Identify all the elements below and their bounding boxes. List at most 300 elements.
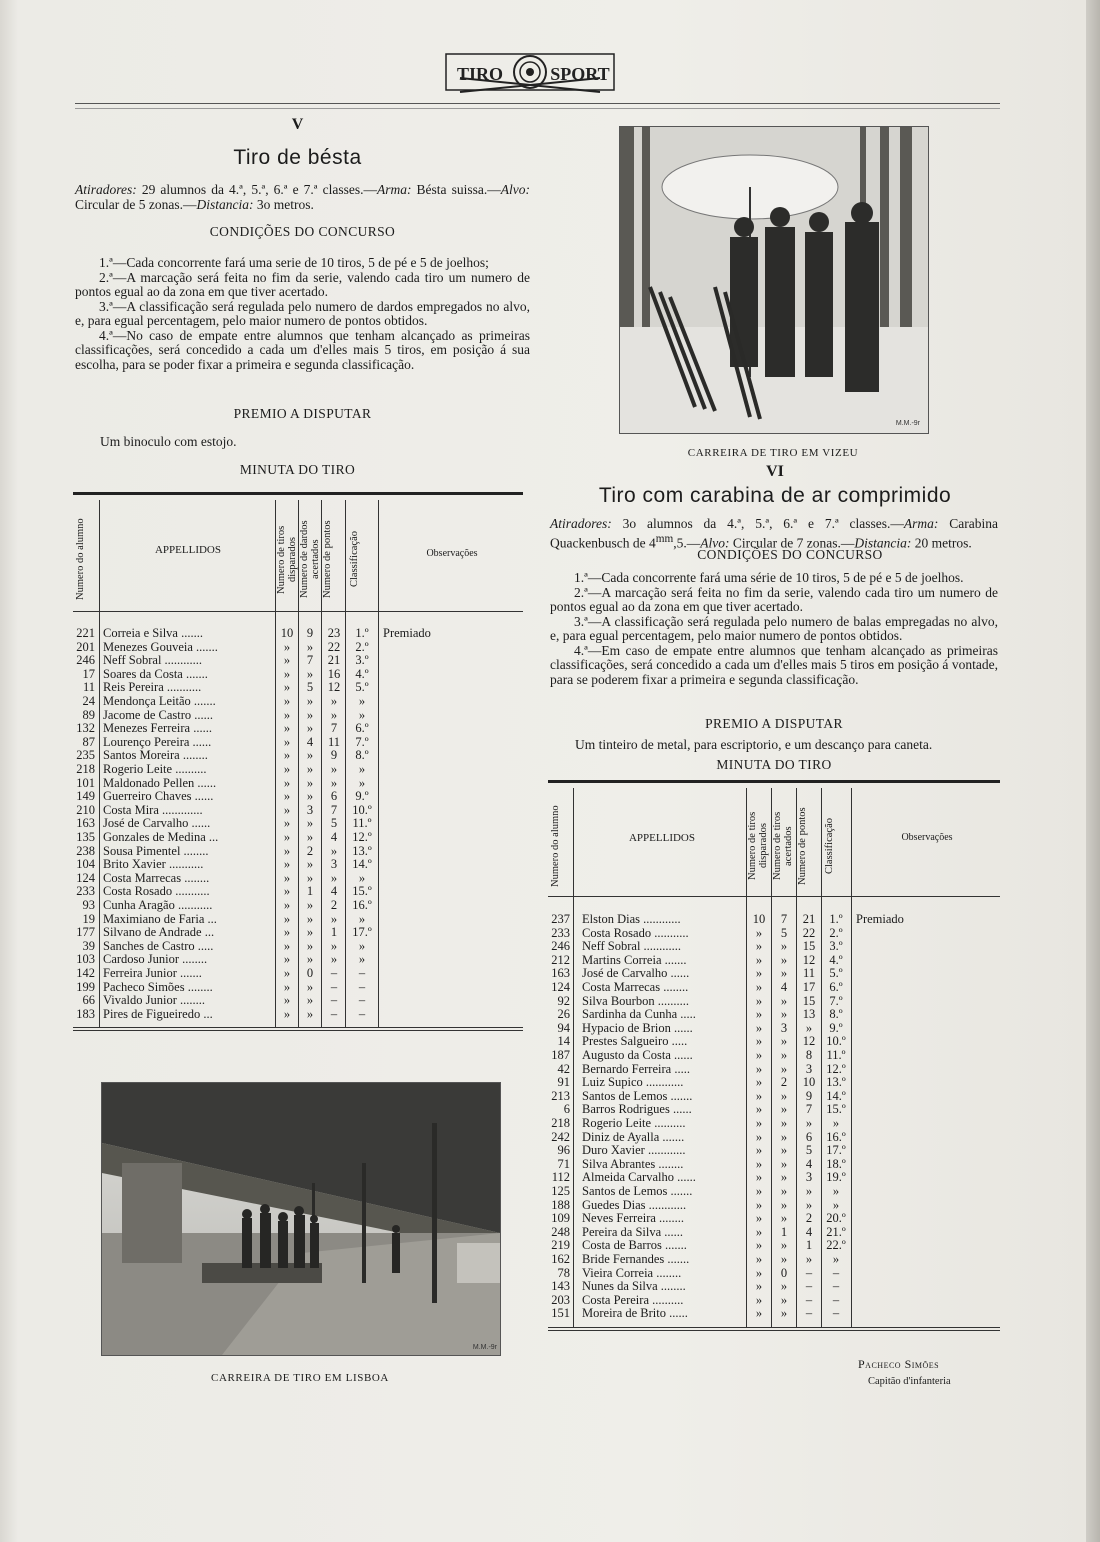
table-row [73, 627, 523, 641]
table-row [73, 913, 523, 927]
cell-value: 11.º [352, 816, 372, 831]
table-row [548, 1008, 1000, 1022]
column-header: Classificação [824, 818, 835, 874]
cell-value: » [306, 870, 314, 885]
photo-lisboa-credit: M.M.-9r [472, 1344, 497, 1351]
condition-2: 2.ª—A marcação será feita no fim da serie, valendo cada tiro um numero de pontos egual ao da zona em que tiver acertado. [550, 584, 998, 614]
table-row [548, 1239, 1000, 1253]
cell-value: – [330, 1006, 338, 1021]
cell-value: » [805, 1252, 813, 1266]
cell-name: Costa Mira ............. [103, 803, 203, 817]
cell-value: 7 [306, 653, 314, 668]
cell-value: – [358, 979, 366, 994]
cell-value: 4 [330, 884, 338, 899]
cell-value: 12.º [826, 1061, 846, 1076]
cell-value: » [780, 993, 788, 1008]
section-v-table [73, 492, 523, 1058]
cell-value: 22 [327, 639, 341, 654]
cell-number: 104 [76, 857, 95, 872]
caption-viseu: CARREIRA DE TIRO EM VIZEU [687, 447, 859, 459]
cell-number: 71 [557, 1156, 570, 1171]
table-row [73, 858, 523, 872]
cell-observation: Premiado [856, 912, 904, 926]
table-top-rule [73, 492, 523, 495]
cell-number: 24 [82, 694, 95, 708]
cell-value: » [755, 1170, 763, 1185]
cell-value: 13.º [826, 1075, 846, 1090]
cell-name: Mendonça Leitão ....... [103, 695, 216, 708]
table-row [548, 1307, 1000, 1321]
cell-value: » [283, 802, 291, 817]
cell-name: Guerreiro Chaves ...... [103, 790, 214, 804]
cell-name: Jacome de Castro ...... [103, 708, 214, 722]
table-row [548, 1212, 1000, 1226]
cell-value: » [755, 1211, 763, 1226]
table-row [73, 1008, 523, 1022]
cell-value: » [755, 1048, 763, 1062]
cell-value: » [780, 1088, 788, 1103]
cell-value: » [306, 898, 314, 912]
table-row [548, 1049, 1000, 1063]
cell-number: 142 [76, 966, 95, 980]
column-header: Numero de tiros disparados [747, 811, 769, 881]
cell-name: José de Carvalho ...... [582, 967, 690, 981]
cell-value: » [780, 966, 788, 981]
cell-value: 17 [802, 980, 816, 994]
cell-name: Bride Fernandes ....... [582, 1253, 690, 1266]
cell-value: 15.º [826, 1102, 846, 1117]
section-v-conditions [75, 256, 530, 372]
section-vi-number: VI [766, 463, 784, 480]
table-row [548, 1158, 1000, 1172]
section-v-prize: Um binoculo com estojo. [100, 434, 237, 449]
cell-value: 3 [330, 857, 338, 872]
table-row [548, 1144, 1000, 1158]
cell-value: » [755, 1306, 763, 1321]
cell-value: 18.º [826, 1156, 846, 1171]
cell-value: » [358, 707, 366, 722]
cell-number: 238 [76, 843, 95, 858]
cell-value: 13.º [352, 843, 372, 858]
table-row [548, 1117, 1000, 1131]
condition-3: 3.ª—A classificação será regulada pelo numero de balas empregadas no alvo, e, para egual percentagem, pelo maior numero de pontos obtidos. [550, 613, 998, 643]
cell-value: 21 [327, 653, 341, 668]
cell-name: Hypacio de Brion ...... [582, 1021, 693, 1035]
table-row [548, 1280, 1000, 1294]
cell-value: 3 [780, 1020, 788, 1035]
cell-value: 12 [802, 952, 816, 967]
cell-name: Ferreira Junior ....... [103, 967, 202, 980]
cell-value: » [358, 911, 366, 926]
table-row [548, 1171, 1000, 1185]
condition-3: 3.ª—A classificação será regulada pelo numero de dardos empregados no alvo, e, para egual percentagem, pelo maior numero de pontos obtidos. [75, 298, 530, 328]
cell-number: 92 [557, 993, 570, 1008]
cell-value: 9.º [355, 789, 369, 804]
table-row [73, 777, 523, 791]
cell-value: » [780, 1211, 788, 1226]
signature-title: Capitão d'infanteria [868, 1376, 951, 1387]
cell-number: 201 [76, 639, 95, 654]
section-v-number: V [291, 116, 304, 133]
cell-value: 7 [780, 912, 788, 926]
cell-number: 218 [76, 762, 95, 776]
cell-value: – [832, 1292, 840, 1307]
cell-value: 17.º [352, 925, 372, 940]
cell-number: 218 [551, 1116, 570, 1130]
cell-value: » [780, 1129, 788, 1144]
cell-number: 94 [557, 1020, 570, 1035]
cell-value: » [330, 843, 338, 858]
cell-name: Sanches de Castro ..... [103, 939, 214, 953]
cell-name: Lourenço Pereira ...... [103, 735, 212, 749]
cell-number: 78 [557, 1265, 570, 1280]
cell-value: » [780, 1156, 788, 1171]
cell-value: » [780, 952, 788, 967]
cell-value: » [755, 1279, 763, 1294]
cell-value: 12 [327, 680, 341, 695]
cell-value: » [283, 666, 291, 681]
cell-value: » [358, 775, 366, 790]
table-row [548, 1076, 1000, 1090]
column-header: Numero de dardos acertados [299, 520, 321, 599]
cell-value: » [780, 1306, 788, 1321]
cell-value: » [755, 925, 763, 940]
cell-name: Pereira da Silva ...... [582, 1225, 684, 1239]
cell-value: » [832, 1252, 840, 1266]
cell-name: Cardoso Junior ........ [103, 953, 208, 967]
cell-value: » [306, 721, 314, 736]
cell-name: Silva Abrantes ........ [582, 1157, 684, 1171]
cell-name: Costa Rosado ........... [582, 926, 689, 940]
cell-name: Rogerio Leite .......... [103, 763, 207, 776]
cell-value: 12.º [352, 830, 372, 844]
cell-name: Neff Sobral ............ [103, 654, 203, 668]
cell-value: » [306, 762, 314, 776]
cell-value: 9 [330, 748, 338, 763]
cell-number: 149 [76, 789, 95, 804]
cell-value: » [755, 966, 763, 981]
cell-value: 14.º [826, 1088, 846, 1103]
table-row [548, 995, 1000, 1009]
section-vi-intro: Atiradores: 3o alumnos da 4.ª, 5.ª, 6.ª e 7.ª classes.—Arma: Carabina Quackenbusch de $4^{mm},5.—Alvo$: Circular de 7 zonas.—Distancia: 20 metros. [550, 516, 998, 550]
cell-value: » [283, 789, 291, 804]
table-row [73, 709, 523, 723]
cell-number: 124 [551, 980, 570, 994]
cell-value: » [283, 925, 291, 940]
cell-value: 7.º [355, 734, 369, 749]
cell-name: Correia e Silva ....... [103, 627, 203, 640]
cell-value: » [755, 1143, 763, 1158]
cell-value: 19.º [826, 1170, 846, 1185]
cell-number: 17 [82, 666, 95, 681]
cell-name: Elston Dias ............ [582, 913, 681, 926]
cell-value: 7 [805, 1102, 813, 1117]
table-row [73, 763, 523, 777]
cell-number: 233 [76, 884, 95, 899]
cell-number: 162 [551, 1252, 570, 1266]
cell-name: Duro Xavier ............ [582, 1144, 686, 1158]
table-row [73, 790, 523, 804]
signature-name: Pacheco Simões [858, 1357, 940, 1371]
cell-value: 3 [306, 802, 314, 817]
cell-value: » [283, 966, 291, 980]
svg-text:SPORT: SPORT [550, 64, 610, 84]
table-row [73, 668, 523, 682]
cell-value: » [755, 1129, 763, 1144]
cell-value: » [283, 762, 291, 776]
cell-value: » [832, 1116, 840, 1130]
table-row [548, 981, 1000, 995]
cell-value: 11 [802, 966, 816, 981]
cell-number: 210 [76, 802, 95, 817]
column-header: Observações [426, 548, 478, 559]
cell-value: » [805, 1197, 813, 1212]
cell-value: 10 [752, 912, 766, 926]
cell-value: » [780, 1007, 788, 1022]
cell-value: » [306, 639, 314, 654]
table-row [548, 1063, 1000, 1077]
column-header: Numero de pontos [322, 520, 333, 599]
photo-viseu [619, 126, 929, 434]
table-top-rule [548, 780, 1000, 783]
table-row [548, 1267, 1000, 1281]
cell-value: 14.º [352, 857, 372, 872]
cell-value: 6 [330, 789, 338, 804]
cell-value: » [805, 1116, 813, 1130]
cell-value: 2 [805, 1211, 813, 1226]
cell-name: Gonzales de Medina ... [103, 831, 219, 844]
cell-name: Costa Marrecas ........ [582, 981, 689, 994]
cell-value: 11 [327, 734, 341, 749]
cell-value: » [780, 1292, 788, 1307]
cell-value: – [330, 979, 338, 994]
cell-value: – [805, 1279, 813, 1294]
cell-value: » [283, 639, 291, 654]
table-row [73, 885, 523, 899]
cell-value: » [358, 952, 366, 967]
cell-number: 89 [82, 707, 95, 722]
table-bottom-rule [548, 1327, 1000, 1328]
cell-value: – [832, 1306, 840, 1321]
cell-name: Soares da Costa ....... [103, 667, 208, 681]
cell-name: Almeida Carvalho ...... [582, 1171, 696, 1185]
cell-name: Augusto da Costa ...... [582, 1049, 693, 1062]
cell-value: 15 [802, 993, 816, 1008]
cell-value: – [358, 966, 366, 980]
cell-value: » [306, 857, 314, 872]
cell-value: 1 [306, 884, 314, 899]
cell-number: 26 [557, 1007, 570, 1022]
section-vi-table-heading: MINUTA DO TIRO [716, 757, 832, 772]
cell-name: Pires de Figueiredo ... [103, 1007, 213, 1021]
cell-value: » [755, 1224, 763, 1239]
cell-value: 16.º [352, 898, 372, 912]
cell-value: 3.º [829, 939, 843, 954]
cell-name: Reis Pereira ........... [103, 681, 202, 695]
cell-name: Menezes Gouveia ....... [103, 640, 218, 654]
column-header: Numero de tiros disparados [276, 525, 298, 594]
cell-value: 10.º [352, 802, 372, 817]
cell-value: » [780, 1197, 788, 1212]
column-header: APPELLIDOS [628, 832, 695, 844]
cell-value: » [780, 1279, 788, 1294]
table-bottom-rule-2 [548, 1330, 1000, 1331]
cell-name: Luiz Supico ............ [582, 1076, 684, 1090]
cell-value: 2.º [355, 639, 369, 654]
cell-value: » [306, 666, 314, 681]
cell-number: 125 [551, 1184, 570, 1198]
cell-name: Martins Correia ....... [582, 953, 687, 967]
cell-value: 8.º [355, 748, 369, 763]
section-v-table-heading: MINUTA DO TIRO [239, 462, 356, 477]
cell-value: 6 [805, 1129, 813, 1144]
cell-name: Maldonado Pellen ...... [103, 776, 217, 790]
cell-name: Santos de Lemos ....... [582, 1185, 693, 1198]
table-row [73, 967, 523, 981]
cell-name: Guedes Dias ............ [582, 1198, 687, 1212]
cell-value: – [805, 1292, 813, 1307]
cell-value: 7.º [829, 993, 843, 1008]
cell-value: » [755, 1265, 763, 1280]
cell-value: » [780, 1143, 788, 1158]
cell-value: 17.º [826, 1143, 846, 1158]
cell-value: 23 [327, 626, 341, 640]
cell-value: 16.º [826, 1129, 846, 1144]
cell-value: » [330, 870, 338, 885]
cell-value: » [755, 1116, 763, 1130]
cell-value: 1.º [829, 912, 843, 926]
cell-number: 212 [551, 952, 570, 967]
cell-value: 16 [327, 666, 341, 681]
cell-value: 4.º [829, 952, 843, 967]
cell-number: 91 [557, 1075, 570, 1090]
table-row [73, 722, 523, 736]
cell-value: » [755, 1020, 763, 1035]
cell-number: 103 [76, 952, 95, 967]
section-v-conditions-heading: CONDIÇÕES DO CONCURSO [209, 224, 396, 239]
section-vi-conditions [550, 571, 998, 687]
cell-value: 5 [780, 925, 788, 940]
condition-1: 1.ª—Cada concorrente fará uma série de 10 tiros, 5 de pé e 5 de joelhos. [574, 570, 964, 585]
cell-name: Bernardo Ferreira ..... [582, 1062, 690, 1076]
cell-value: » [283, 870, 291, 885]
cell-value: » [330, 762, 338, 776]
cell-value: 10 [280, 626, 294, 640]
cell-value: 0 [780, 1265, 788, 1280]
cell-value: » [780, 1061, 788, 1076]
table-row [73, 654, 523, 668]
cell-name: Menezes Ferreira ...... [103, 722, 212, 736]
cell-name: Pacheco Simões ........ [103, 980, 213, 994]
cell-value: 1 [780, 1224, 788, 1239]
cell-value: » [755, 1252, 763, 1266]
cell-name: Silvano de Andrade ... [103, 926, 215, 940]
cell-value: » [330, 775, 338, 790]
cell-value: » [283, 979, 291, 994]
cell-number: 183 [76, 1006, 95, 1021]
cell-value: 9.º [829, 1020, 843, 1035]
column-header: Classificação [349, 531, 360, 588]
cell-value: » [755, 1034, 763, 1049]
cell-value: » [306, 830, 314, 844]
cell-value: » [780, 1170, 788, 1185]
cell-number: 42 [557, 1061, 570, 1076]
cell-observation: Premiado [383, 626, 431, 640]
cell-number: 248 [551, 1224, 570, 1239]
cell-number: 242 [551, 1129, 570, 1144]
cell-number: 135 [76, 830, 95, 844]
cell-value: » [755, 952, 763, 967]
cell-value: 7 [330, 802, 338, 817]
cell-value: » [755, 1061, 763, 1076]
condition-4: 4.ª—Em caso de empate entre alumnos que tenham alcançado as primeiras classificações, será concedido a cada um d'elles mais 5 tiros em posição á vontade, para se poderem fixar a primeira e segunda classificação. [550, 642, 998, 687]
cell-value: » [755, 939, 763, 954]
table-row [548, 940, 1000, 954]
cell-value: » [306, 993, 314, 1008]
cell-value: » [832, 1197, 840, 1212]
condition-1: 1.ª—Cada concorrente fará uma serie de 10 tiros, 5 de pé e 5 de joelhos; [99, 255, 489, 270]
cell-value: 20.º [826, 1211, 846, 1226]
cell-name: Nunes da Silva ........ [582, 1280, 686, 1294]
cell-value: » [805, 1184, 813, 1198]
cell-name: Cunha Aragão ........... [103, 899, 213, 912]
table-bottom-rule [73, 1027, 523, 1028]
table-row [548, 1253, 1000, 1267]
cell-value: » [283, 775, 291, 790]
cell-number: 112 [551, 1170, 570, 1185]
column-header: Numero do alumno [75, 518, 86, 601]
cell-value: 22 [802, 925, 816, 940]
table-row [73, 994, 523, 1008]
cell-value: 5 [330, 816, 338, 831]
cell-number: 235 [76, 748, 95, 763]
cell-value: » [306, 952, 314, 967]
table-row [73, 872, 523, 886]
cell-value: » [755, 1197, 763, 1212]
cell-name: Santos de Lemos ....... [582, 1089, 693, 1103]
table-row [548, 1090, 1000, 1104]
cell-number: 39 [82, 938, 95, 953]
cell-number: 199 [76, 979, 95, 994]
cell-value: 1 [330, 925, 338, 940]
cell-value: 5 [306, 680, 314, 695]
cell-value: 4 [805, 1156, 813, 1171]
cell-value: » [306, 775, 314, 790]
cell-value: » [283, 748, 291, 763]
table-row [73, 749, 523, 763]
cell-value: » [283, 680, 291, 695]
table-row [548, 954, 1000, 968]
cell-number: 221 [76, 626, 95, 640]
cell-value: 10 [802, 1075, 816, 1090]
cell-value: » [306, 979, 314, 994]
cell-number: 14 [557, 1034, 570, 1049]
cell-value: – [330, 966, 338, 980]
table-row [548, 1199, 1000, 1213]
table-row [548, 927, 1000, 941]
cell-name: Costa Pereira .......... [582, 1293, 684, 1307]
cell-value: » [358, 762, 366, 776]
cell-value: » [780, 1184, 788, 1198]
cell-value: 6.º [829, 980, 843, 994]
cell-value: » [780, 1102, 788, 1117]
table-row [73, 926, 523, 940]
cell-value: » [283, 952, 291, 967]
cell-value: » [780, 1048, 788, 1062]
table-row [73, 953, 523, 967]
cell-name: Vivaldo Junior ........ [103, 994, 206, 1008]
section-vi-prize: Um tinteiro de metal, para escriptorio, e um descanço para caneta. [575, 737, 933, 752]
